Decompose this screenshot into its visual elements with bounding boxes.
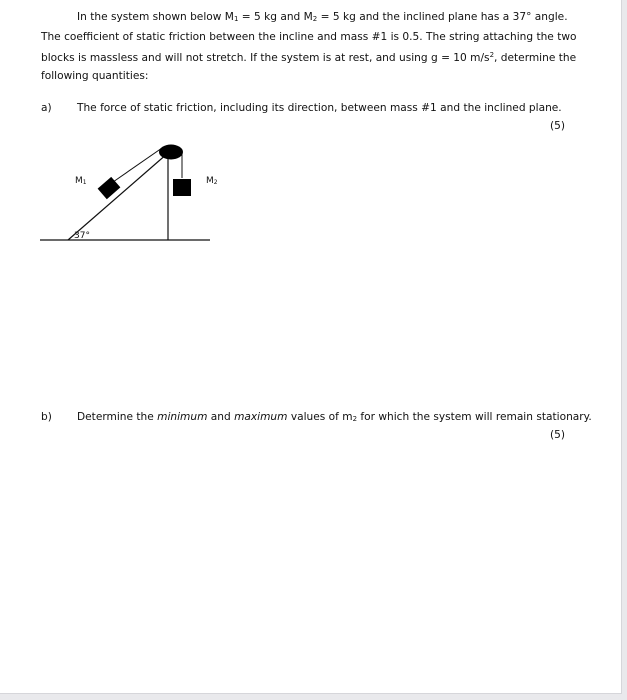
m2-lower-subscript: 2 bbox=[352, 415, 358, 423]
incline-pulley-diagram bbox=[30, 140, 230, 255]
pulley bbox=[159, 145, 183, 160]
question-a-label: a) bbox=[41, 102, 52, 114]
problem-intro bbox=[41, 8, 581, 85]
question-a-points: (5) bbox=[550, 120, 566, 132]
intro-tail: , determine the following quantities: bbox=[41, 52, 577, 82]
m1-subscript: 1 bbox=[233, 15, 239, 23]
m2-label: M2 bbox=[206, 176, 218, 186]
intro-mid1: = 5 kg and M bbox=[238, 11, 313, 23]
question-b-label: b) bbox=[41, 411, 52, 423]
intro-mid2: = 5 kg and the inclined plane has a 37° angle. The coefficient of static friction between the incline and mass #1 is 0.5. The string attaching the two blocks is massless and will not stretch. If the system is at rest, and using g = 10 m/s bbox=[41, 11, 577, 64]
maximum-word: maximum bbox=[234, 411, 288, 423]
block-m2 bbox=[173, 179, 191, 196]
m1-label: M1 bbox=[75, 176, 87, 186]
m2-subscript: 2 bbox=[312, 15, 318, 23]
intro-lead: In the system shown below M bbox=[77, 11, 234, 23]
g-superscript: 2 bbox=[489, 51, 495, 59]
block-m1 bbox=[98, 177, 121, 199]
question-b-points: (5) bbox=[550, 429, 566, 441]
minimum-word: minimum bbox=[157, 411, 208, 423]
question-a-text: The force of static friction, including its direction, between mass #1 and the inclined plane. bbox=[77, 102, 562, 114]
question-b-text: Determine the minimum and maximum values of $m_2$ for which the system will remain stationary. bbox=[77, 411, 592, 423]
angle-label: 37° bbox=[74, 231, 90, 241]
incline-surface bbox=[68, 153, 168, 240]
